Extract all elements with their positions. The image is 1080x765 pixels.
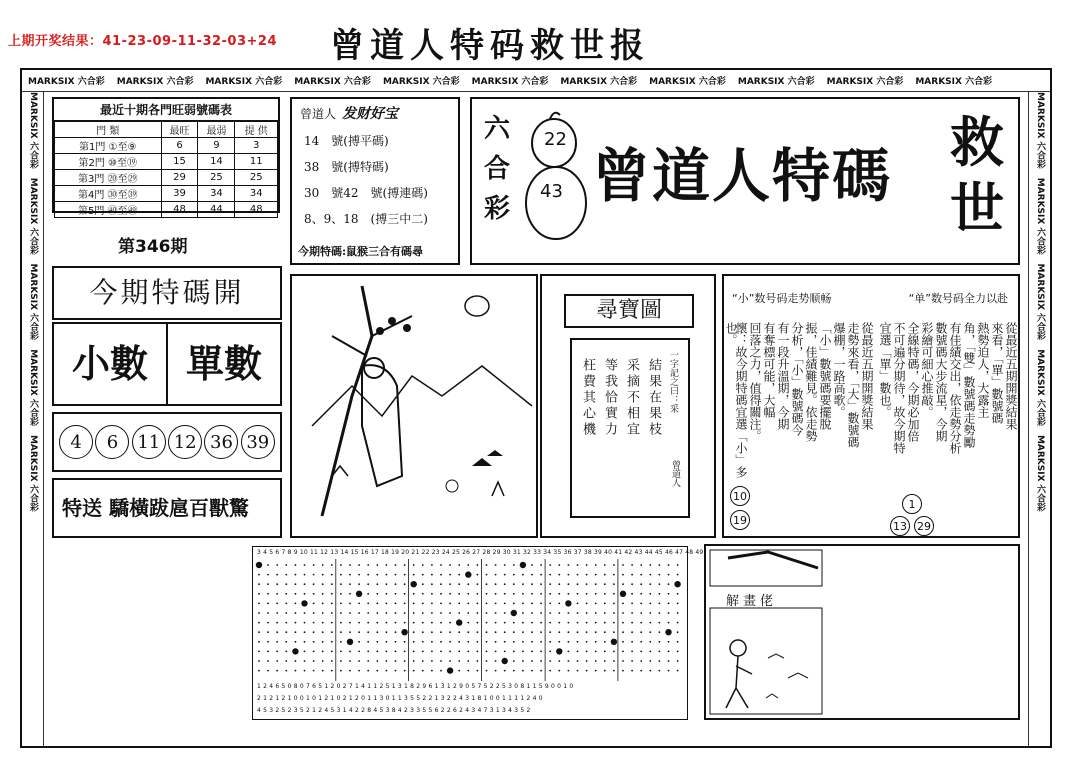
decode-illustration <box>708 548 824 718</box>
table-row <box>55 154 278 170</box>
article-heading-small: “小”数号码走势顺畅 <box>732 292 832 305</box>
article-column: 振，佳績難見。依走勢 <box>804 322 818 442</box>
number-ball: 4 <box>59 425 93 459</box>
table-row <box>55 170 278 186</box>
single-label: 單數 <box>185 341 262 386</box>
article-heading-single: “单”数号码全力以赴 <box>908 292 1008 305</box>
article-column: 熱勢迫人，大露主 <box>976 322 990 418</box>
tips-slogan: 发财好宝 <box>342 106 399 122</box>
number-ball: 11 <box>132 425 166 459</box>
treasure-verse: 結果在果枝 <box>646 358 661 438</box>
illustration-panel <box>290 274 538 538</box>
border-logo: MARKSIX 六合彩 <box>294 77 371 87</box>
small-single-panel <box>52 322 282 406</box>
treasure-map-panel <box>540 274 716 538</box>
circled-number: 13 <box>890 516 910 536</box>
border-logo: MARKSIX 六合彩 <box>116 77 194 87</box>
cell: 3 <box>235 138 278 154</box>
article-column: 有一段升溫期，今期 <box>776 322 790 430</box>
table-header-row <box>55 122 278 138</box>
article-column: 彩繪可細心推敲。 <box>920 322 934 418</box>
masthead-title: 曾道人特码救世报 <box>330 26 650 66</box>
cell: 25 <box>235 170 278 186</box>
number-ball: 39 <box>241 425 275 459</box>
article-column: 從最近五期開獎結果 <box>1004 322 1018 430</box>
issue-number: 第346期 <box>118 237 188 257</box>
treasure-verse: 枉費其心機 <box>580 358 595 438</box>
treasure-hint: 一字記之曰：采 <box>668 350 678 413</box>
column-header: 最旺 <box>161 122 198 138</box>
border-logo: MARKSIX 六合彩 <box>471 77 549 87</box>
border-logo: MARKSIX 六合彩 <box>205 77 283 87</box>
article-column: 不可遍分期待，故今期特 <box>892 322 906 454</box>
right-border-strip <box>1028 92 1050 746</box>
article-column: 懷：故今期特碼宜選「小」多 <box>734 322 748 478</box>
big-title: 曾道人特碼 <box>592 142 893 210</box>
table-row <box>55 202 278 218</box>
column-header: 最弱 <box>198 122 235 138</box>
circled-number: 29 <box>914 516 934 536</box>
analysis-article <box>722 274 1020 538</box>
circled-number: 1 <box>902 494 922 514</box>
cell: 第2門 ⑩至⑲ <box>55 154 162 170</box>
tip-line: 30 號42 號(搏連碼) <box>304 186 428 200</box>
cell: 25 <box>198 170 235 186</box>
tip-line: 14 號(搏平碼) <box>304 134 389 148</box>
article-column: 角，「雙」數號碼走勢勵 <box>962 322 976 448</box>
grid-footer-row: 2 1 2 1 2 1 0 0 1 0 1 2 1 0 2 1 2 0 1 1 3 0 1 1 3 5 5 2 2 1 3 2 2 4 3 1 8 1 0 0 1 1 1 1 2 4 0 <box>257 695 543 702</box>
cell: 14 <box>198 154 235 170</box>
cell: 第3門 ⑳至㉙ <box>55 170 162 186</box>
article-column: 「小」數號碼要擺脫 <box>818 322 832 430</box>
top-border-strip <box>22 70 1050 92</box>
cell: 48 <box>235 202 278 218</box>
tip-line: 8、9、18 (搏三中二) <box>304 212 428 226</box>
cell: 第5門 ㊵至㊾ <box>55 202 162 218</box>
big-save-text: 救世 <box>950 110 1004 240</box>
article-column: 走勢來看，「大」數號碼 <box>846 322 860 448</box>
cell: 第1門 ①至⑨ <box>55 138 162 154</box>
column-header: 門 類 <box>55 122 162 138</box>
grid-header: 3 4 5 6 7 8 9 10 11 12 13 14 15 16 17 18 19 20 21 22 23 24 25 26 27 28 29 30 31 32 33 34 35 36 37 38 39 40 41 42 43 44 45 46 47 48 49 <box>257 549 704 556</box>
cell: 11 <box>235 154 278 170</box>
decode-title: 解畫佬 <box>726 594 778 609</box>
cell: 44 <box>198 202 235 218</box>
cell: 48 <box>161 202 198 218</box>
cell: 34 <box>198 186 235 202</box>
grid-footer-row: 4 5 3 2 5 2 3 5 2 1 2 4 5 3 1 4 2 2 8 4 5 3 8 4 2 3 3 5 5 6 2 2 6 2 4 3 4 7 3 1 3 4 3 5 2 <box>257 707 531 714</box>
tips-author: 曾道人 <box>300 107 337 121</box>
treasure-scroll <box>570 338 690 518</box>
tree-figure-illustration <box>292 276 536 536</box>
treasure-sign: 曾道人 <box>670 460 680 487</box>
left-border-strip <box>22 92 44 746</box>
big-logo-panel <box>470 97 1020 265</box>
lhc-logo: 六合彩 <box>483 114 510 224</box>
border-logo: MARKSIX 六合彩 <box>28 77 105 87</box>
cell: 15 <box>161 154 198 170</box>
circled-number: 19 <box>730 510 750 530</box>
small-label: 小數 <box>54 324 168 404</box>
article-column: 從最近五期開獎結果 <box>860 322 874 430</box>
cell: 34 <box>235 186 278 202</box>
table-row <box>55 138 278 154</box>
border-logo: MARKSIX 六合彩 <box>382 77 460 87</box>
this-issue-banner: 今期特碼開 <box>52 266 282 320</box>
gourd-number: 43 <box>540 181 563 202</box>
previous-result: 上期开奖结果：41-23-09-11-32-03+24 <box>8 34 278 49</box>
number-ball: 36 <box>204 425 238 459</box>
article-column: 宜選「單」數也。 <box>878 322 892 418</box>
number-ball: 12 <box>168 425 202 459</box>
rank-table <box>52 97 280 217</box>
trend-dot-grid <box>252 546 704 720</box>
article-column: 來看，「單」數號碼 <box>990 322 1004 424</box>
article-column: 有奪標可能，大幅 <box>762 322 776 418</box>
border-logo: MARKSIX 六合彩 <box>826 77 904 87</box>
tips-box <box>290 97 460 265</box>
number-ball: 6 <box>95 425 129 459</box>
cell: 9 <box>198 138 235 154</box>
decode-picture-panel <box>704 544 1020 720</box>
special-gift-line: 特送 驕橫跋扈百獸驚 <box>52 478 282 538</box>
article-column: 也。 <box>724 322 738 346</box>
tip-line: 38 號(搏特碼) <box>304 160 389 174</box>
rank-table-title: 最近十期各門旺弱號碼表 <box>54 99 278 121</box>
border-logo-vertical: MARKSIX 六合彩 MARKSIX 六合彩 MARKSIX 六合彩 MARKSIX 六合彩 MARKSIX 六合彩 <box>1035 92 1045 512</box>
grid-footer-row: 1 2 4 6 5 0 8 0 7 6 5 1 2 0 2 7 1 4 1 1 2 5 1 3 1 8 2 9 6 1 3 1 2 9 0 5 7 5 2 2 5 3 0 8 1 1 5 9 0 0 1 0 <box>257 683 574 690</box>
cell: 6 <box>161 138 198 154</box>
article-column: 回落之力，值得關注。 <box>748 322 762 442</box>
table-row <box>55 186 278 202</box>
cell: 29 <box>161 170 198 186</box>
gourd-number: 22 <box>544 129 567 150</box>
column-header: 提 供 <box>235 122 278 138</box>
article-column: 爆棚，一路高歌。 <box>832 322 846 418</box>
border-logo: MARKSIX 六合彩 <box>915 77 993 87</box>
article-column: 數號碼大步流星，今期 <box>934 322 948 442</box>
treasure-verse: 等我恰實力 <box>602 358 617 438</box>
tips-zodiac: 今期特碼:鼠猴三合有碼尋 <box>298 245 424 258</box>
circled-number: 10 <box>730 486 750 506</box>
article-column: 全線特碼，今期必加倍 <box>906 322 920 442</box>
border-logo: MARKSIX 六合彩 <box>560 77 638 87</box>
border-logo: MARKSIX 六合彩 <box>737 77 815 87</box>
recommended-numbers <box>52 412 282 472</box>
rank-table-grid <box>54 121 278 218</box>
cell: 第4門 ㉚至㊴ <box>55 186 162 202</box>
border-logo: MARKSIX 六合彩 <box>649 77 726 87</box>
treasure-verse: 采摘不相宜 <box>624 358 639 438</box>
treasure-title: 尋寶圖 <box>564 294 694 328</box>
dot-grid-canvas <box>253 559 687 681</box>
tips-header <box>300 103 450 123</box>
border-logo-vertical: MARKSIX 六合彩 MARKSIX 六合彩 MARKSIX 六合彩 MARKSIX 六合彩 MARKSIX 六合彩 <box>28 92 38 512</box>
article-column: 分析，「小」數號碼今 <box>790 322 804 436</box>
cell: 39 <box>161 186 198 202</box>
article-column: 有佳績交出，依走勢分析 <box>948 322 962 454</box>
